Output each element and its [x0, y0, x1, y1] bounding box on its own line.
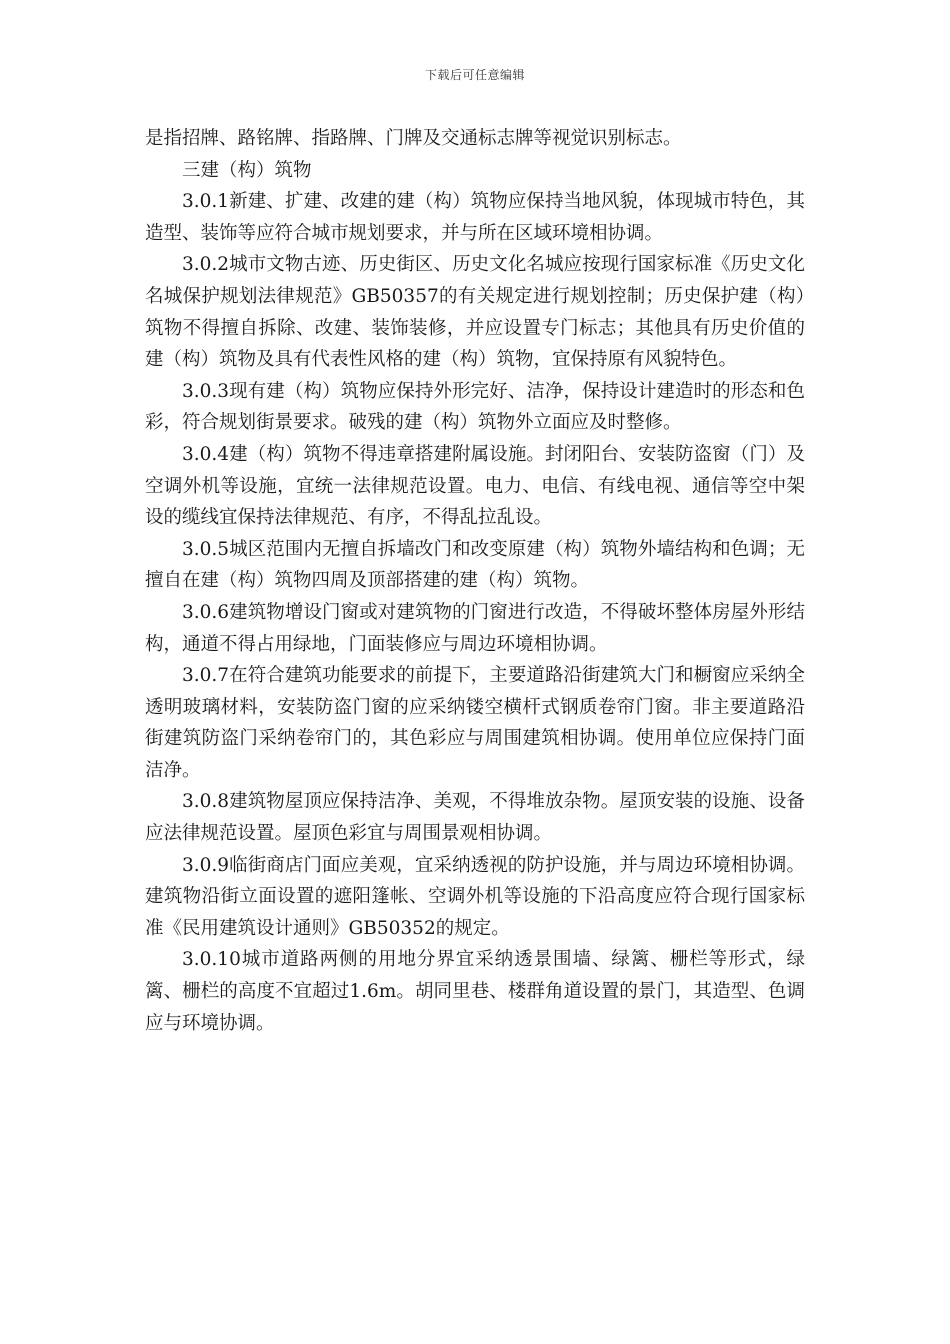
- clause-3-0-6: 3.0.6建筑物增设门窗或对建筑物的门窗进行改造，不得破坏整体房屋外形结构，通道不得占用绿地，门面装修应与周边环境相协调。: [145, 601, 805, 655]
- clause-3-0-1: 3.0.1新建、扩建、改建的建（构）筑物应保持当地风貌，体现城市特色，其造型、装饰等应符合城市规划要求，并与所在区域环境相协调。: [145, 191, 805, 244]
- clause-3-0-2: 3.0.2城市文物古迹、历史街区、历史文化名城应按现行国家标准《历史文化名城保护规划法律规范》GB50357的有关规定进行规划控制；历史保护建（构）筑物不得擅自拆除、改建、装饰装修，并应设置专门标志；其他具有历史价值的建（构）筑物及具有代表性风格的建（构）筑物，宜保持原有风貌特色。: [145, 254, 805, 371]
- clause-3-0-5: 3.0.5城区范围内无擅自拆墙改门和改变原建（构）筑物外墙结构和色调；无擅自在建（构）筑物四周及顶部搭建的建（构）筑物。: [145, 538, 805, 592]
- page-header: 下载后可任意编辑: [424, 68, 525, 82]
- clause-3-0-9: 3.0.9临街商店门面应美观，宜采纳透视的防护设施，并与周边环境相协调。建筑物沿街立面设置的遮阳篷帐、空调外机等设施的下沿高度应符合现行国家标准《民用建筑设计通则》GB50352的规定。: [145, 854, 805, 939]
- clause-3-0-3: 3.0.3现有建（构）筑物应保持外形完好、洁净，保持设计建造时的形态和色彩，符合规划街景要求。破残的建（构）筑物外立面应及时整修。: [145, 380, 805, 434]
- clause-3-0-7: 3.0.7在符合建筑功能要求的前提下，主要道路沿街建筑大门和橱窗应采纳全透明玻璃材料，安装防盗门窗的应采纳镂空横杆式钢质卷帘门窗。非主要道路沿街建筑防盗门采纳卷帘门的，其色彩应与周围建筑相协调。使用单位应保持门面洁净。: [145, 665, 805, 781]
- paragraph-continued-signage: 是指招牌、路铭牌、指路牌、门牌及交通标志牌等视觉识别标志。: [145, 128, 682, 149]
- section-heading-buildings: 三建（构）筑物: [182, 159, 312, 181]
- clause-3-0-10: 3.0.10城市道路两侧的用地分界宜采纳透景围墙、绿篱、栅栏等形式，绿篱、栅栏的高度不宜超过1.6m。胡同里巷、楼群角道设置的景门，其造型、色调应与环境协调。: [145, 949, 805, 1034]
- document-body: [145, 123, 805, 1039]
- clause-3-0-4: 3.0.4建（构）筑物不得违章搭建附属设施。封闭阳台、安装防盗窗（门）及空调外机等设施，宜统一法律规范设置。电力、电信、有线电视、通信等空中架设的缆线宜保持法律规范、有序，不得乱拉乱设。: [145, 443, 805, 529]
- clause-3-0-8: 3.0.8建筑物屋顶应保持洁净、美观，不得堆放杂物。屋顶安装的设施、设备应法律规范设置。屋顶色彩宜与周围景观相协调。: [145, 791, 805, 845]
